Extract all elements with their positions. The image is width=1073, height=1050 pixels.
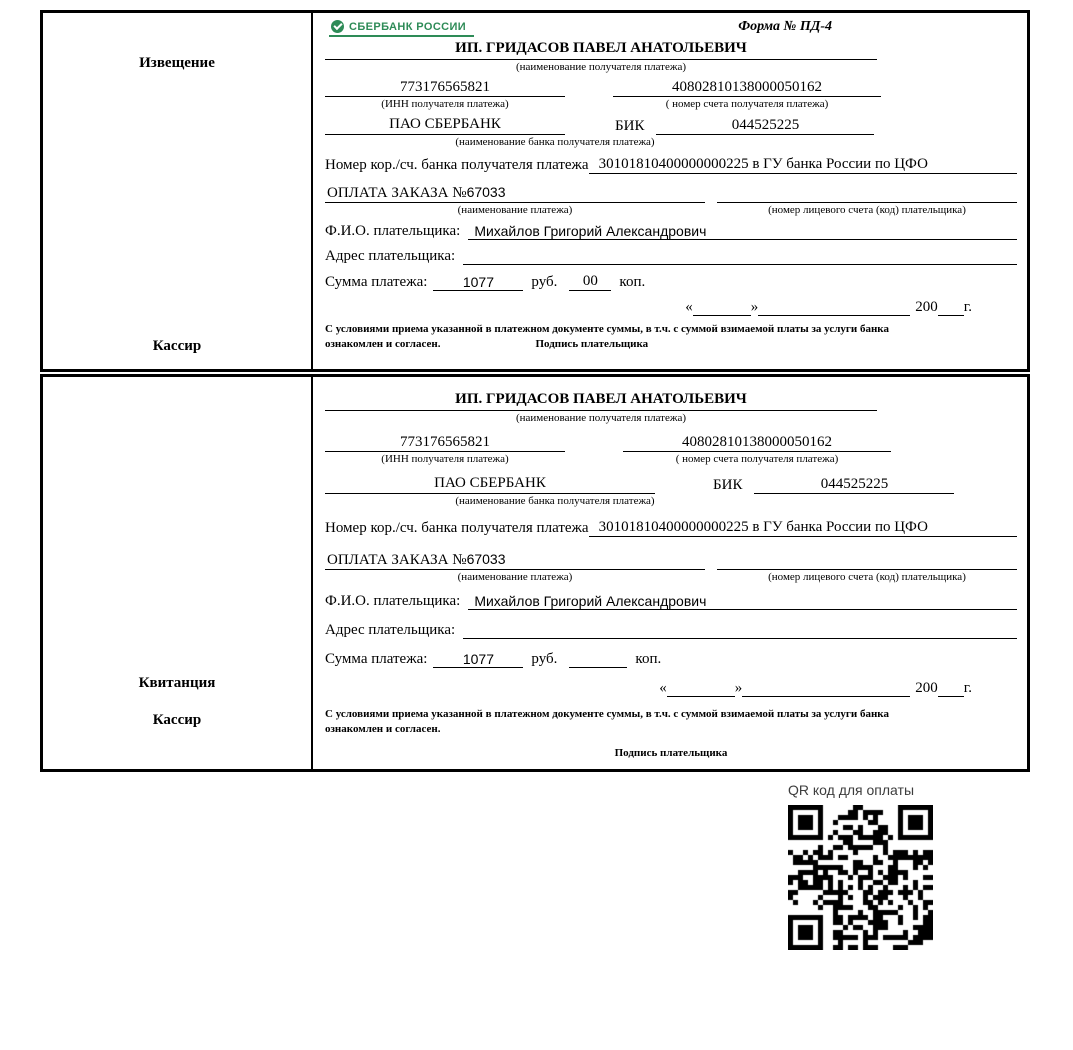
bank-caption: (наименование банка получателя платежа): [455, 495, 655, 507]
payment-number: 67033: [466, 184, 506, 200]
date-month-blank: [742, 696, 910, 697]
notice-left-column: [43, 13, 313, 369]
inn-value: 773176565821: [325, 79, 565, 97]
recipient-caption: (наименование получателя платежа): [515, 61, 687, 73]
terms-block: [325, 707, 1017, 737]
payer-address-row: [325, 622, 1017, 639]
payer-name-row: [325, 593, 1017, 610]
bik-label: БИК: [713, 477, 743, 493]
date-year-blank: [938, 696, 964, 697]
corr-label: Номер кор./сч. банка получателя платежа: [325, 520, 589, 536]
payer-address-blank: [463, 638, 1017, 639]
account-value: 40802810138000050162: [613, 79, 881, 97]
terms-text-line1: С условиями приема указанной в платежном документе суммы, в т.ч. с суммой взимаемой платы за услуги банка: [325, 708, 889, 720]
inn-column: [325, 79, 565, 110]
receipt-label: Квитанция: [138, 675, 216, 691]
recipient-caption: (наименование получателя платежа): [515, 412, 687, 424]
payment-caption: (наименование платежа): [457, 571, 573, 583]
payer-code-caption: (номер лицевого счета (код) плательщика): [768, 204, 966, 216]
bik-value: 044525225: [656, 117, 874, 135]
quote-close: »: [734, 680, 743, 696]
account-column: [623, 434, 891, 465]
payment-captions-row: [325, 570, 1017, 583]
amount-rub-value: 1077: [433, 274, 523, 291]
payer-name-label: Ф.И.О. плательщика:: [325, 223, 461, 239]
bank-name: ПАО СБЕРБАНК: [325, 475, 655, 494]
amount-label: Сумма платежа:: [325, 274, 428, 290]
notice-section: [40, 10, 1030, 372]
payment-name-row: [325, 184, 1017, 203]
payment-name-row: [325, 551, 1017, 570]
signature-label: Подпись плательщика: [614, 746, 728, 759]
inn-account-row: [325, 434, 1017, 465]
payment-prefix: ОПЛАТА ЗАКАЗА №: [327, 552, 467, 568]
corr-label: Номер кор./сч. банка получателя платежа: [325, 157, 589, 173]
payer-name-row: [325, 223, 1017, 240]
date-year: 200: [915, 299, 938, 315]
amount-kop-blank: [569, 651, 627, 668]
payer-address-label: Адрес плательщика:: [325, 248, 456, 264]
payer-code-caption: (номер лицевого счета (код) плательщика): [768, 571, 966, 583]
date-day-blank: [693, 315, 751, 316]
date-row: [325, 680, 972, 697]
payment-name: [325, 184, 705, 203]
receipt-body: [313, 377, 1027, 769]
payment-captions-row: [325, 203, 1017, 216]
quote-open: «: [659, 680, 667, 696]
bank-caption: (наименование банка получателя платежа): [455, 136, 655, 148]
receipt-section: [40, 374, 1030, 772]
account-caption: ( номер счета получателя платежа): [665, 98, 829, 110]
notice-label: Извещение: [139, 55, 215, 71]
bik-label: БИК: [615, 118, 645, 134]
amount-row: [325, 273, 1017, 291]
amount-kop-value: 00: [569, 273, 611, 291]
recipient-block: [325, 40, 877, 73]
notice-cashier-label: Кассир: [152, 338, 202, 354]
quote-close: »: [750, 299, 759, 315]
inn-caption: (ИНН получателя платежа): [381, 98, 509, 110]
date-year-suffix: г.: [963, 299, 972, 315]
bank-row: [325, 116, 1017, 135]
form-number: Форма № ПД-4: [738, 19, 832, 34]
date-day-blank: [667, 696, 735, 697]
corr-account-row: [325, 156, 1017, 174]
qr-block: [788, 782, 958, 950]
account-value: 40802810138000050162: [623, 434, 891, 452]
terms-text-agree: ознакомлен и согласен.: [325, 337, 441, 350]
amount-row: [325, 651, 1017, 668]
date-year-blank: [938, 315, 964, 316]
terms-text-line1: С условиями приема указанной в платежном документе суммы, в т.ч. с суммой взимаемой платы за услуги банка: [325, 323, 889, 335]
kop-label: коп.: [635, 651, 662, 667]
corr-account-row: [325, 519, 1017, 537]
amount-label: Сумма платежа:: [325, 651, 428, 667]
date-row: [325, 299, 972, 316]
payer-address-row: [325, 248, 1017, 265]
inn-value: 773176565821: [325, 434, 565, 452]
receipt-cashier-label: Кассир: [152, 712, 202, 728]
notice-body: [313, 13, 1027, 369]
payment-number: 67033: [466, 551, 506, 567]
sberbank-logo: [329, 19, 474, 37]
date-year: 200: [915, 680, 938, 696]
recipient-name: ИП. ГРИДАСОВ ПАВЕЛ АНАТОЛЬЕВИЧ: [325, 391, 877, 411]
payer-address-blank: [463, 264, 1017, 265]
terms-text-line2: [325, 337, 1017, 352]
terms-block: [325, 322, 1017, 352]
corr-value: 30101810400000000225 в ГУ банка России по ЦФО: [589, 519, 1017, 537]
account-column: [613, 79, 881, 110]
payment-form-pd4: [40, 10, 1030, 772]
terms-text-agree: ознакомлен и согласен.: [325, 722, 441, 735]
receipt-left-column: [43, 377, 313, 769]
corr-value: 30101810400000000225 в ГУ банка России по ЦФО: [589, 156, 1017, 174]
notice-header-row: [325, 19, 1017, 37]
payer-name-value: Михайлов Григорий Александрович: [468, 593, 1017, 610]
recipient-name: ИП. ГРИДАСОВ ПАВЕЛ АНАТОЛЬЕВИЧ: [325, 40, 877, 60]
rub-label: руб.: [531, 651, 558, 667]
account-caption: ( номер счета получателя платежа): [675, 453, 839, 465]
payment-name: [325, 551, 705, 570]
bik-value: 044525225: [754, 476, 954, 494]
bank-row: [325, 475, 1017, 494]
bank-name: ПАО СБЕРБАНК: [325, 116, 565, 135]
signature-label: Подпись плательщика: [535, 337, 649, 350]
sberbank-logo-icon: [331, 20, 344, 33]
inn-column: [325, 434, 565, 465]
inn-caption: (ИНН получателя платежа): [381, 453, 509, 465]
date-year-suffix: г.: [963, 680, 972, 696]
sberbank-logo-text: СБЕРБАНК РОССИИ: [349, 20, 467, 33]
recipient-block: [325, 391, 877, 424]
payment-prefix: ОПЛАТА ЗАКАЗА №: [327, 185, 467, 201]
amount-rub-value: 1077: [433, 651, 523, 668]
rub-label: руб.: [531, 274, 558, 290]
payer-name-value: Михайлов Григорий Александрович: [468, 223, 1017, 240]
qr-code: [788, 805, 933, 950]
payer-name-label: Ф.И.О. плательщика:: [325, 593, 461, 609]
inn-account-row: [325, 79, 1017, 110]
payer-address-label: Адрес плательщика:: [325, 622, 456, 638]
kop-label: коп.: [619, 274, 646, 290]
date-month-blank: [758, 315, 910, 316]
payment-caption: (наименование платежа): [457, 204, 573, 216]
quote-open: «: [685, 299, 693, 315]
qr-label: QR код для оплаты: [788, 782, 915, 798]
